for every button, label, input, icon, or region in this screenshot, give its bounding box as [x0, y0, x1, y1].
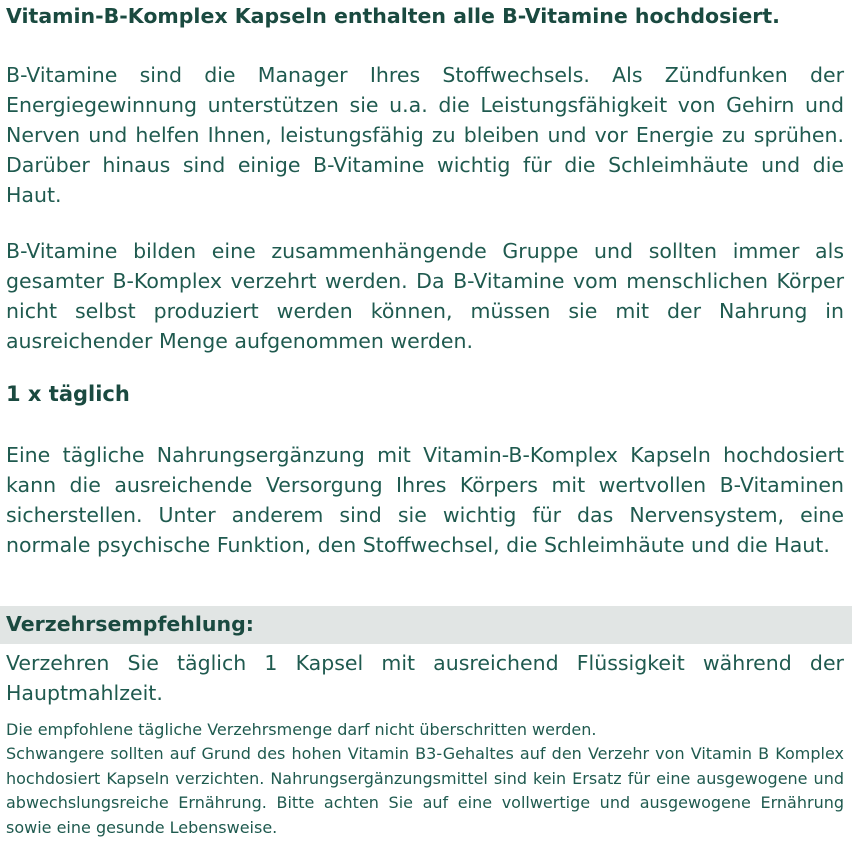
pregnancy-notice: Schwangere sollten auf Grund des hohen Vitamin B3-Gehaltes auf den Verzehr von Vitamin B Komplex hochdosiert Kapseln verzichten. Nahrungsergänzungsmittel sind kein Ersatz für eine ausgewogene und abwechslungsreiche Ernährung. Bitte achten Sie auf eine vollwertige und ausgewogene Ernährung sowie eine gesunde Lebensweise.	[6, 744, 844, 837]
recommendation-text: Verzehren Sie täglich 1 Kapsel mit ausreichend Flüssigkeit während der Hauptmahlzeit.	[6, 651, 844, 705]
intro-paragraph: B-Vitamine sind die Manager Ihres Stoffwechsels. Als Zündfunken der Energiegewinnung unterstützen sie u.a. die Leistungsfähigkeit von Gehirn und Nerven und helfen Ihnen, leistungsfähig zu bleiben und vor Energie zu sprühen. Darüber hinaus sind einige B-Vitamine wichtig für die Schleimhäute und die Haut.	[6, 63, 844, 207]
b-complex-paragraph: B-Vitamine bilden eine zusammenhängende Gruppe und sollten immer als gesamter B-Komplex verzehrt werden. Da B-Vitamine vom menschlichen Körper nicht selbst produziert werden können, müssen sie mit der Nahrung in ausreichender Menge aufgenommen werden.	[6, 239, 844, 353]
dosage-heading: 1 x täglich	[6, 382, 130, 406]
page-title: Vitamin-B-Komplex Kapseln enthalten alle B-Vitamine hochdosiert.	[6, 4, 780, 28]
dosage-warning: Die empfohlene tägliche Verzehrsmenge darf nicht überschritten werden.	[6, 720, 597, 739]
supplement-paragraph: Eine tägliche Nahrungsergänzung mit Vitamin-B-Komplex Kapseln hochdosiert kann die ausreichende Versorgung Ihres Körpers mit wertvollen B-Vitaminen sicherstellen. Unter anderem sind sie wichtig für das Nervensystem, eine normale psychische Funktion, den Stoffwechsel, die Schleimhäute und die Haut.	[6, 443, 844, 557]
recommendation-heading: Verzehrsempfehlung:	[6, 612, 254, 636]
